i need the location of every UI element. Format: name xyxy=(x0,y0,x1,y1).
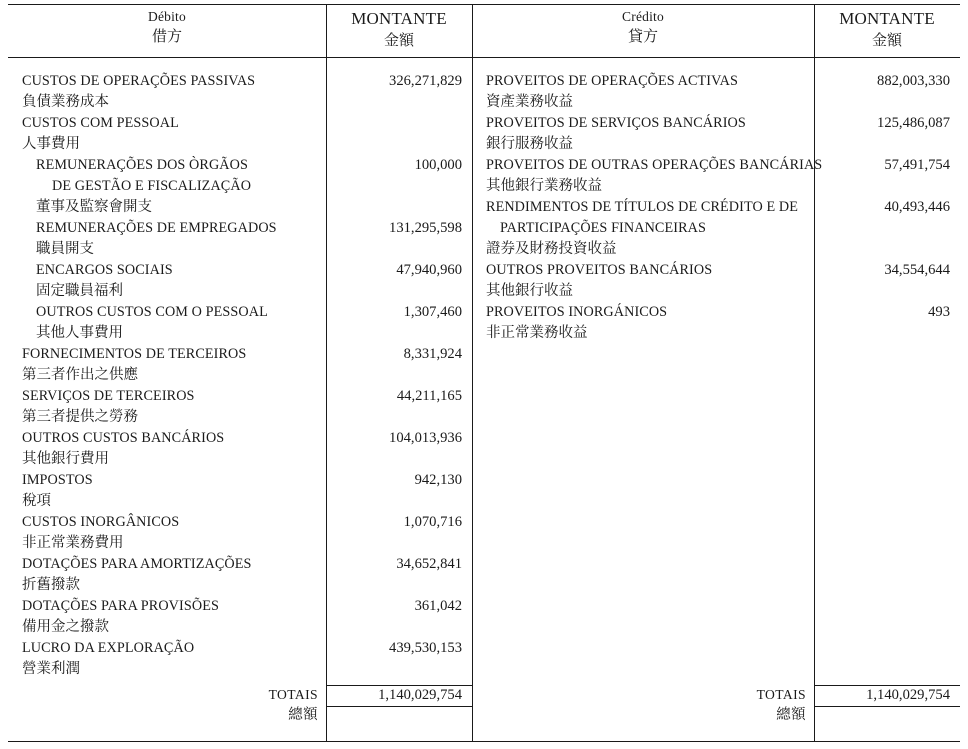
debit-row-label-latin: CUSTOS COM PESSOAL xyxy=(22,115,179,131)
credit-row-label-cjk: 非正常業務收益 xyxy=(486,325,588,341)
credit-row xyxy=(472,260,814,302)
debit-row-amount: 131,295,598 xyxy=(389,220,462,236)
debit-row-label-latin: OUTROS CUSTOS BANCÁRIOS xyxy=(22,430,225,446)
debit-row-label-latin: FORNECIMENTOS DE TERCEIROS xyxy=(22,346,247,362)
credit-row-label-latin: PROVEITOS DE SERVIÇOS BANCÁRIOS xyxy=(486,115,746,131)
column-header-credit xyxy=(472,5,814,57)
credit-row-amount: 34,554,644 xyxy=(884,262,950,278)
credit-row-label-latin: PROVEITOS DE OPERAÇÕES ACTIVAS xyxy=(486,73,738,89)
debit-row-amount: 34,652,841 xyxy=(396,556,462,572)
debit-row-label-cjk: 第三者提供之勞務 xyxy=(22,409,138,425)
debit-row-label-cjk: 人事費用 xyxy=(22,136,80,152)
column-header-amount-right-latin: MONTANTE xyxy=(839,9,935,28)
debit-row xyxy=(8,71,326,113)
credit-row-amount: 882,003,330 xyxy=(877,73,950,89)
debit-row-amount: 1,307,460 xyxy=(403,304,462,320)
debit-row-label-cjk: 第三者作出之供應 xyxy=(22,367,138,383)
totals-label-debit-latin: TOTAIS xyxy=(268,687,318,702)
credit-row-amount: 57,491,754 xyxy=(884,157,950,173)
credit-row-label-cjk: 資產業務收益 xyxy=(486,94,573,110)
credit-row-label-latin: PROVEITOS INORGÁNICOS xyxy=(486,304,668,320)
column-header-debit xyxy=(8,5,326,57)
debit-row-label-latin: OUTROS CUSTOS COM O PESSOAL xyxy=(36,304,268,320)
totals-label-debit-cjk: 總額 xyxy=(288,707,318,723)
credit-label-column xyxy=(472,57,823,741)
credit-row xyxy=(472,155,823,197)
debit-row xyxy=(8,260,326,302)
debit-row xyxy=(8,638,326,680)
credit-row-label-cjk: 其他銀行收益 xyxy=(486,283,573,299)
totals-amount-credit-value: 1,140,029,754 xyxy=(866,687,950,703)
debit-row-amount: 942,130 xyxy=(414,472,462,488)
debit-row-label-cjk: 非正常業務費用 xyxy=(22,535,124,551)
debit-row-label-cjk: 負債業務成本 xyxy=(22,94,109,110)
debit-row xyxy=(8,113,326,155)
totals-amount-debit-value: 1,140,029,754 xyxy=(378,687,462,703)
column-header-credit-latin: Crédito xyxy=(622,9,664,24)
debit-row-label-latin: CUSTOS DE OPERAÇÕES PASSIVAS xyxy=(22,73,256,89)
debit-row-label-cjk: 其他銀行費用 xyxy=(22,451,109,467)
credit-row xyxy=(472,302,814,344)
debit-row xyxy=(8,554,326,596)
credit-row-label-latin: RENDIMENTOS DE TÍTULOS DE CRÉDITO E DE xyxy=(486,199,798,215)
debit-row xyxy=(8,470,326,512)
debit-row-label-latin: SERVIÇOS DE TERCEIROS xyxy=(22,388,195,404)
debit-row-label-latin: CUSTOS INORGÂNICOS xyxy=(22,514,180,530)
totals-amount-debit xyxy=(326,685,472,707)
debit-row-amount: 1,070,716 xyxy=(403,514,462,530)
credit-row xyxy=(472,113,814,155)
ledger-table xyxy=(8,4,960,742)
debit-row xyxy=(8,596,326,638)
credit-row-amount: 125,486,087 xyxy=(877,115,950,131)
column-header-credit-cjk: 貸方 xyxy=(627,27,658,46)
debit-row xyxy=(8,344,326,386)
debit-row-label-cjk: 固定職員福利 xyxy=(36,283,123,299)
debit-row xyxy=(8,512,326,554)
debit-row xyxy=(8,155,326,218)
totals-label-credit-latin: TOTAIS xyxy=(756,687,806,702)
column-header-amount-right xyxy=(814,5,960,57)
debit-row-label-cjk: 備用金之撥款 xyxy=(22,619,109,635)
ledger-body xyxy=(8,57,960,741)
credit-row-label-cjk: 其他銀行業務收益 xyxy=(486,178,602,194)
debit-row-label-latin: IMPOSTOS xyxy=(22,472,93,488)
debit-row-label-latin: DOTAÇÕES PARA PROVISÕES xyxy=(22,598,219,614)
credit-row-label-cjk: 證券及財務投資收益 xyxy=(486,241,617,257)
debit-row xyxy=(8,218,326,260)
credit-row-label-latin-cont: PARTICIPAÇÕES FINANCEIRAS xyxy=(500,220,706,236)
debit-row-label-cjk: 折舊撥款 xyxy=(22,577,80,593)
credit-row xyxy=(472,71,814,113)
debit-row-label-cjk: 職員開支 xyxy=(36,241,94,257)
debit-row-label-cjk: 其他人事費用 xyxy=(36,325,123,341)
debit-row-amount: 100,000 xyxy=(414,157,462,173)
debit-row-label-latin: REMUNERAÇÕES DE EMPREGADOS xyxy=(36,220,277,236)
debit-label-column xyxy=(8,57,326,741)
credit-row-amount: 40,493,446 xyxy=(884,199,950,215)
debit-row xyxy=(8,302,326,344)
totals-row xyxy=(8,685,960,731)
debit-row-label-cjk: 稅項 xyxy=(22,493,51,509)
column-header-amount-left-latin: MONTANTE xyxy=(351,9,447,28)
debit-row-amount: 47,940,960 xyxy=(396,262,462,278)
debit-row xyxy=(8,428,326,470)
column-header-debit-cjk: 借方 xyxy=(151,27,182,46)
totals-label-debit xyxy=(158,685,318,725)
credit-row-label-latin: PROVEITOS DE OUTRAS OPERAÇÕES BANCÁRIAS xyxy=(486,157,823,173)
debit-row-amount: 439,530,153 xyxy=(389,640,462,656)
debit-row-amount: 326,271,829 xyxy=(389,73,462,89)
debit-row-amount: 104,013,936 xyxy=(389,430,462,446)
debit-row-amount: 361,042 xyxy=(414,598,462,614)
totals-label-credit-cjk: 總額 xyxy=(776,707,806,723)
debit-amount-column xyxy=(326,57,472,741)
credit-row-label-latin: OUTROS PROVEITOS BANCÁRIOS xyxy=(486,262,713,278)
debit-row xyxy=(8,386,326,428)
column-header-amount-right-cjk: 金額 xyxy=(871,31,902,50)
totals-amount-credit xyxy=(814,685,960,707)
credit-amount-column xyxy=(814,57,960,741)
debit-row-label-latin-cont: DE GESTÃO E FISCALIZAÇÃO xyxy=(52,178,252,194)
debit-row-amount: 8,331,924 xyxy=(403,346,462,362)
debit-row-label-cjk: 營業利潤 xyxy=(22,661,80,677)
debit-row-label-latin: ENCARGOS SOCIAIS xyxy=(36,262,173,278)
debit-row-label-latin: REMUNERAÇÕES DOS ÒRGÃOS xyxy=(36,157,248,173)
column-header-amount-left xyxy=(326,5,472,57)
credit-row-amount: 493 xyxy=(928,304,950,320)
debit-row-label-latin: DOTAÇÕES PARA AMORTIZAÇÕES xyxy=(22,556,252,572)
credit-row-label-cjk: 銀行服務收益 xyxy=(486,136,573,152)
column-header-debit-latin: Débito xyxy=(148,9,186,24)
debit-row-amount: 44,211,165 xyxy=(396,388,462,404)
debit-row-label-cjk: 董事及監察會開支 xyxy=(36,199,152,215)
credit-row xyxy=(472,197,814,260)
debit-row-label-latin: LUCRO DA EXPLORAÇÃO xyxy=(22,640,195,656)
column-header-amount-left-cjk: 金額 xyxy=(383,31,414,50)
totals-label-credit xyxy=(638,685,806,725)
